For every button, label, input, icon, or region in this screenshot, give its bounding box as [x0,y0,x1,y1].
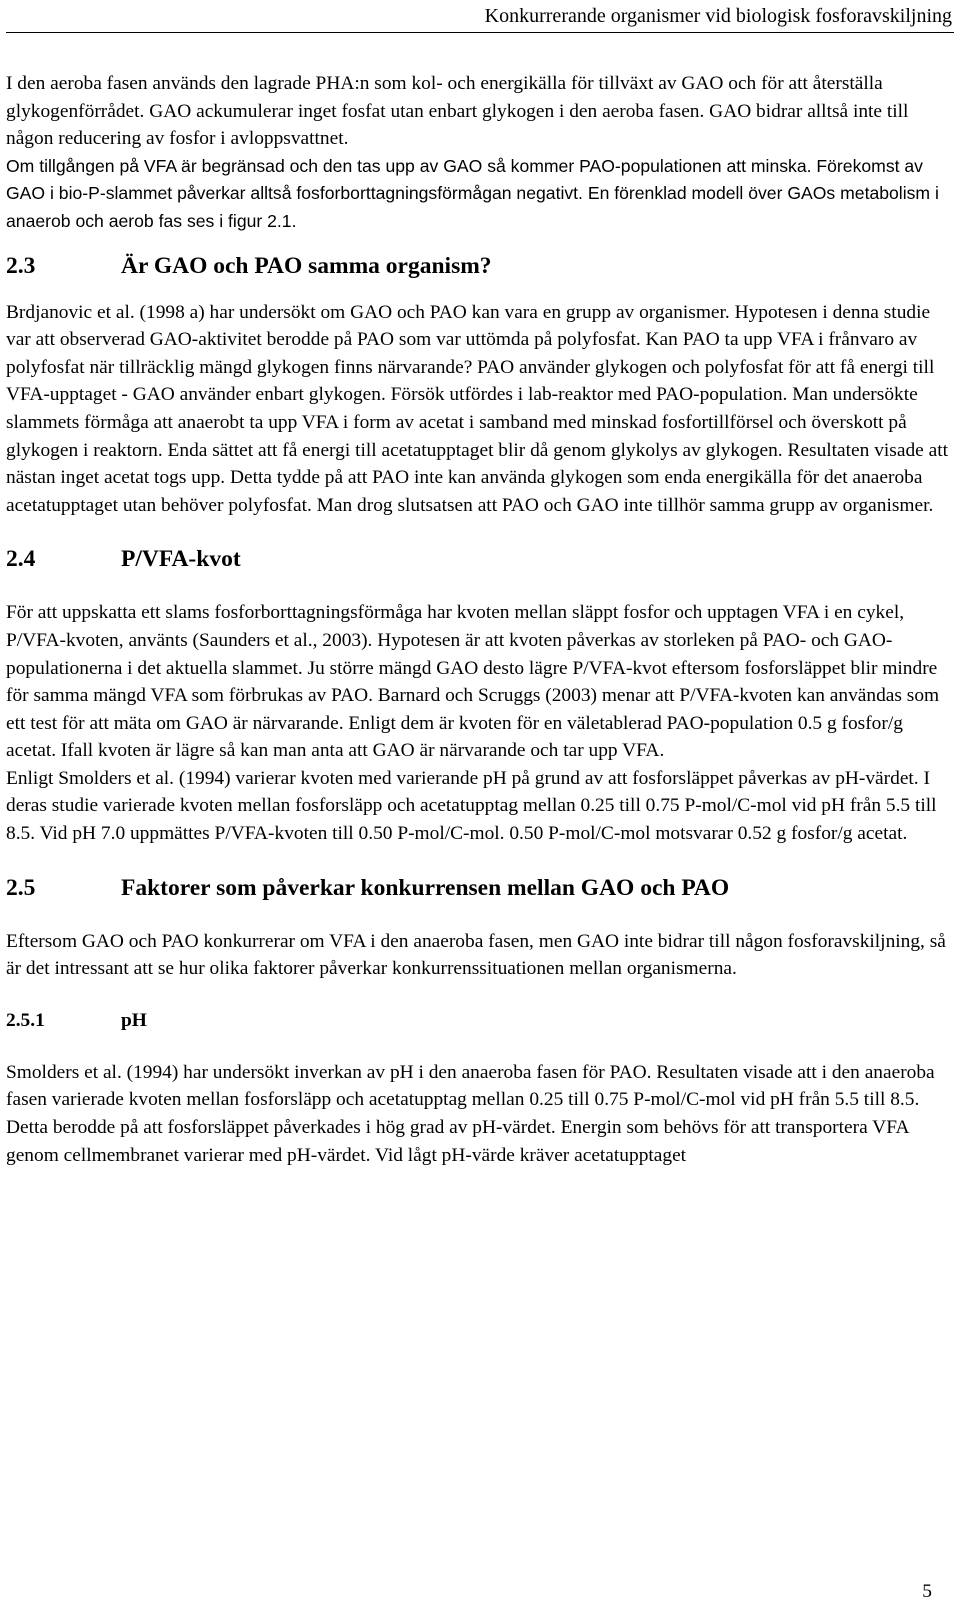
section-number: 2.4 [6,546,36,573]
intro-paragraph-2: Om tillgången på VFA är begränsad och den tas upp av GAO så kommer PAO-populationen att minska. Förekomst av GAO i bio-P-slammet påverkar alltså fosforborttagningsförmågan negativt. En förenklad modell över GAOs metabolism i anaerob och aerob fas ses i figur 2.1. [6,155,939,231]
section-number: 2.3 [6,252,36,279]
section-2-5-paragraph: Eftersom GAO och PAO konkurrerar om VFA i den anaeroba fasen, men GAO inte bidrar till någon fosforavskiljning, så är det intressant att se hur olika faktorer påverkar konkurrenssituationen mellan organismerna. [6,930,946,980]
section-heading-2-5 [6,872,956,904]
intro-paragraph-1: I den aeroba fasen används den lagrade PHA:n som kol- och energikälla för tillväxt av GAO och för att återställa glykogenförrådet. GAO ackumulerar inget fosfat utan enbart glykogen i den aeroba fasen. GAO bidrar alltså inte till någon reducering av fosfor i avloppsvattnet. [6,73,909,150]
section-number: 2.5 [6,874,36,901]
page-number: 5 [922,1581,932,1602]
section-title: P/VFA-kvot [121,546,241,573]
section-heading-2-4 [6,543,956,575]
section-title: Faktorer som påverkar konkurrensen mellan GAO och PAO [121,874,730,901]
header-rule [6,32,954,33]
section-title: Är GAO och PAO samma organism? [121,252,492,279]
section-2-4-paragraph-1: För att uppskatta ett slams fosforborttagningsförmåga har kvoten mellan släppt fosfor och upptagen VFA i en cykel, P/VFA-kvoten, använts (Saunders et al., 2003). Hypotesen är att kvoten påverkas av storleken på PAO- och GAO-populationerna i det aktuella slammet. Ju större mängd GAO desto lägre P/VFA-kvot eftersom fosforsläppet blir mindre för samma mängd VFA som förbrukas av PAO. Barnard och Scruggs (2003) menar att P/VFA-kvoten kan användas som ett test för att mäta om GAO är närvarande. Enligt dem är kvoten för en väletablerad PAO-population 0.5 g fosfor/g acetat. Ifall kvoten är lägre så kan man anta att GAO är närvarande och tar upp VFA. [6,602,940,762]
intro-block [6,70,956,236]
subsection-title: pH [121,1009,147,1031]
subsection-heading-2-5-1 [6,1007,956,1035]
section-heading-2-3 [6,250,956,282]
subsection-number: 2.5.1 [6,1009,45,1031]
running-header: Konkurrerande organismer vid biologisk fosforavskiljning [484,5,952,27]
section-2-5-1-paragraph: Smolders et al. (1994) har undersökt inverkan av pH i den anaeroba fasen för PAO. Resultaten visade att i den anaeroba fasen varierade kvoten mellan fosforsläpp och acetatupptag mellan 0.25 till 0.75 P-mol/C-mol vid pH från 5.5 till 8.5. Detta berodde på att fosforsläppet påverkades i hög grad av pH-värdet. Energin som behövs för att transportera VFA genom cellmembranet varierar med pH-värdet. Vid lågt pH-värde kräver acetatupptaget [6,1061,935,1166]
page-content [6,70,956,1169]
section-2-3-paragraph: Brdjanovic et al. (1998 a) har undersökt om GAO och PAO kan vara en grupp av organismer. Hypotesen i denna studie var att observerad GAO-aktivitet berodde på PAO som var uttömda på polyfosfat. Kan PAO ta upp VFA i frånvaro av polyfosfat när tillräcklig mängd glykogen finns närvarande? PAO använder glykogen och polyfosfat för att få energi till VFA-upptaget - GAO använder enbart glykogen. Försök utfördes i lab-reaktor med PAO-population. Man undersökte slammets förmåga att anaerobt ta upp VFA i form av acetat i samband med minskad fosfortillförsel och överskott på glykogen i reaktorn. Enda sättet att få energi till acetatupptaget blir då genom glykolys av glykogen. Resultaten visade att nästan inget acetat togs upp. Detta tydde på att PAO inte kan använda glykogen som enda energikälla för det anaeroba acetatupptaget utan behöver polyfosfat. Man drog slutsatsen att PAO och GAO inte tillhör samma grupp av organismer. [6,301,948,516]
section-2-4-paragraph-2: Enligt Smolders et al. (1994) varierar kvoten med varierande pH på grund av att fosforsläppet påverkas av pH-värdet. I deras studie varierade kvoten mellan fosforsläpp och acetatupptag mellan 0.25 till 0.75 P-mol/C-mol vid pH från 5.5 till 8.5. Vid pH 7.0 uppmättes P/VFA-kvoten till 0.50 P-mol/C-mol. 0.50 P-mol/C-mol motsvarar 0.52 g fosfor/g acetat. [6,767,937,845]
